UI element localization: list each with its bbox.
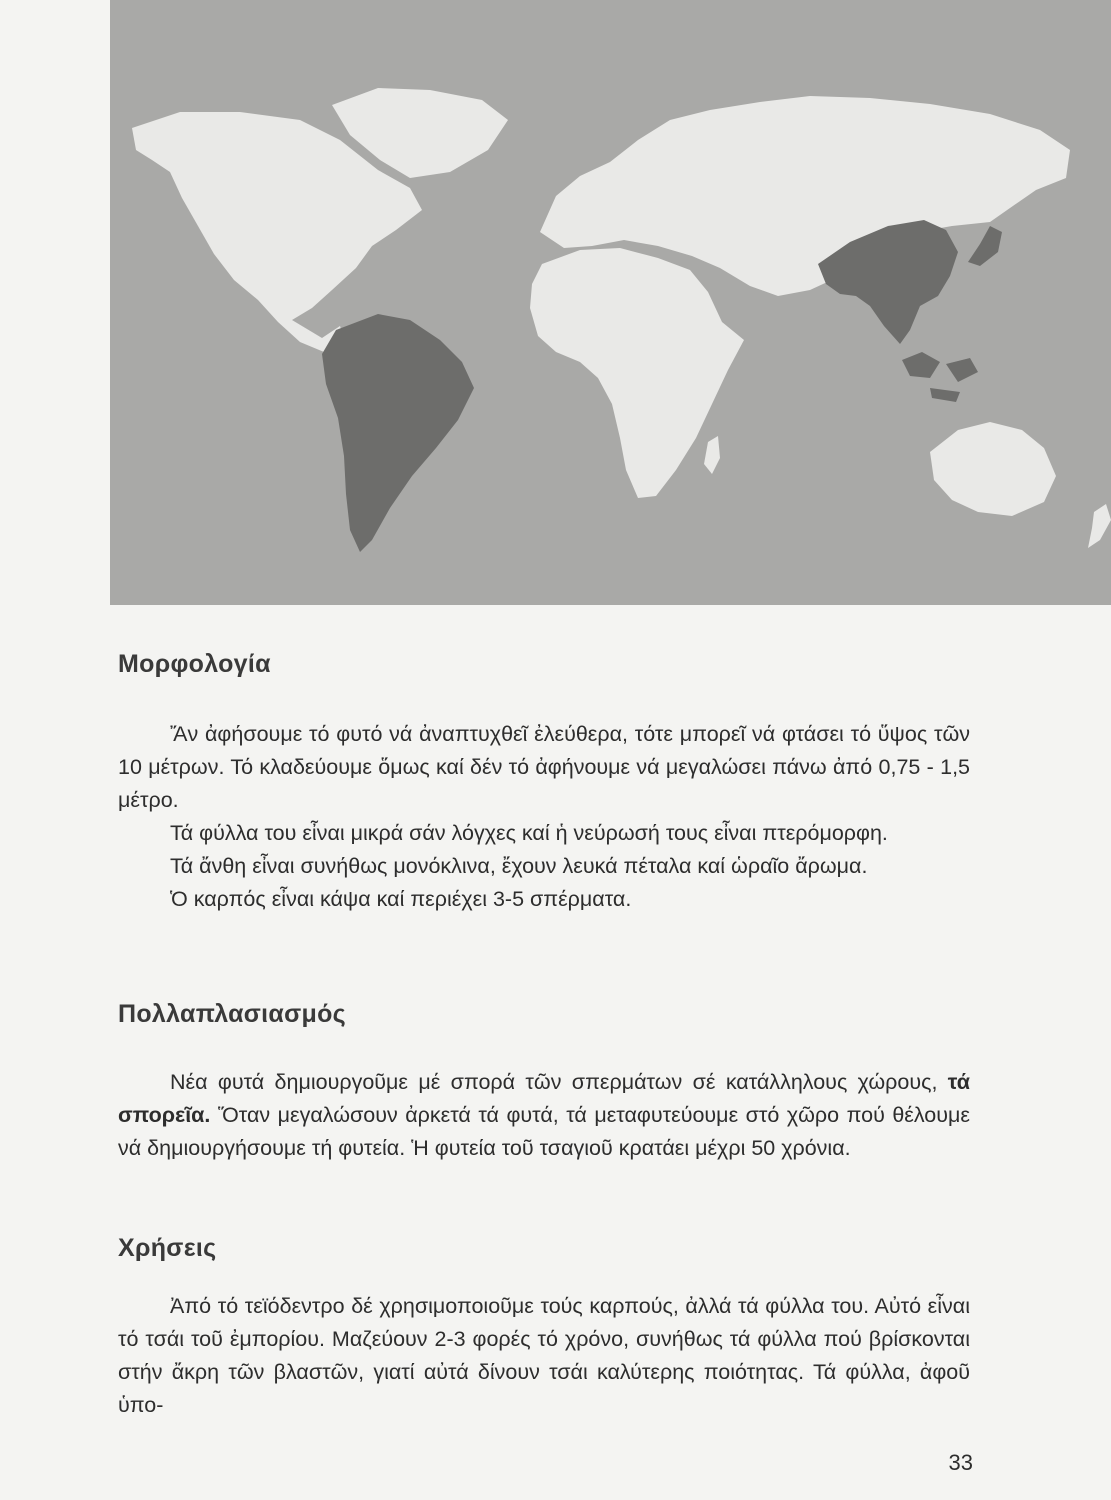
australia-shape <box>930 422 1056 516</box>
uses-paragraph-1: Ἀπό τό τεϊόδεντρο δέ χρησιμοποιοῦμε τούς καρπούς, ἀλλά τά φύλλα του. Αὐτό εἶναι τό τσάι τοῦ ἐμπορίου. Μαζεύουν 2-3 φορές τό χρόνο, συνήθως τά φύλλα πού βρίσκονται στήν ἄκρη τῶν βλαστῶν, γιατί αὐτά δίνουν τσάι καλύτερης ποιότητας. Τά φύλλα, ἀφοῦ ὑπο- <box>118 1294 970 1417</box>
south-america-shape <box>322 314 474 552</box>
heading-propagation: Πολλαπλασιασμός <box>118 1000 346 1028</box>
indonesia-shape <box>902 352 978 402</box>
morphology-paragraph-1: Ἄν ἀφήσουμε τό φυτό νά ἀναπτυχθεῖ ἐλεύθερα, τότε μπορεῖ νά φτάσει τό ὕψος τῶν 10 μέτρων. Τό κλαδεύουμε ὅμως καί δέν τό ἀφήνουμε νά μεγαλώσει πάνω ἀπό 0,75 - 1,5 μέτρο. <box>118 722 970 812</box>
propagation-text-after: Ὅταν μεγαλώσουν ἀρκετά τά φυτά, τά μεταφυτεύουμε στό χῶρο πού θέλουμε νά δημιουργήσουμε τή φυτεία. Ἡ φυτεία τοῦ τσαγιοῦ κρατάει μέχρι 50 χρόνια. <box>118 1103 970 1160</box>
propagation-text-before: Νέα φυτά δημιουργοῦμε μέ σπορά τῶν σπερμάτων σέ κατάλληλους χώρους, <box>170 1070 948 1094</box>
morphology-paragraph-2: Τά φύλλα του εἶναι μικρά σάν λόγχες καί ἡ νεύρωσή τους εἶναι πτερόμορφη. <box>170 821 888 845</box>
morphology-paragraph-4: Ὁ καρπός εἶναι κάψα καί περιέχει 3-5 σπέρματα. <box>170 887 632 911</box>
madagascar-shape <box>704 436 720 474</box>
uses-body <box>118 1290 970 1422</box>
world-map <box>110 0 1111 605</box>
japan-shape <box>968 226 1002 266</box>
world-map-graphic <box>110 0 1111 605</box>
page-number: 33 <box>948 1450 973 1475</box>
propagation-paragraph-1 <box>118 1066 970 1165</box>
new-zealand-shape <box>1088 504 1111 548</box>
heading-uses: Χρήσεις <box>118 1234 217 1262</box>
morphology-body <box>118 718 970 916</box>
morphology-paragraph-3: Τά ἄνθη εἶναι συνήθως μονόκλινα, ἔχουν λευκά πέταλα καί ὡραῖο ἄρωμα. <box>170 854 868 878</box>
propagation-body <box>118 1066 970 1165</box>
heading-morphology: Μορφολογία <box>118 650 271 678</box>
propagation-bold-term: τά σπορεῖα. <box>118 1070 970 1127</box>
